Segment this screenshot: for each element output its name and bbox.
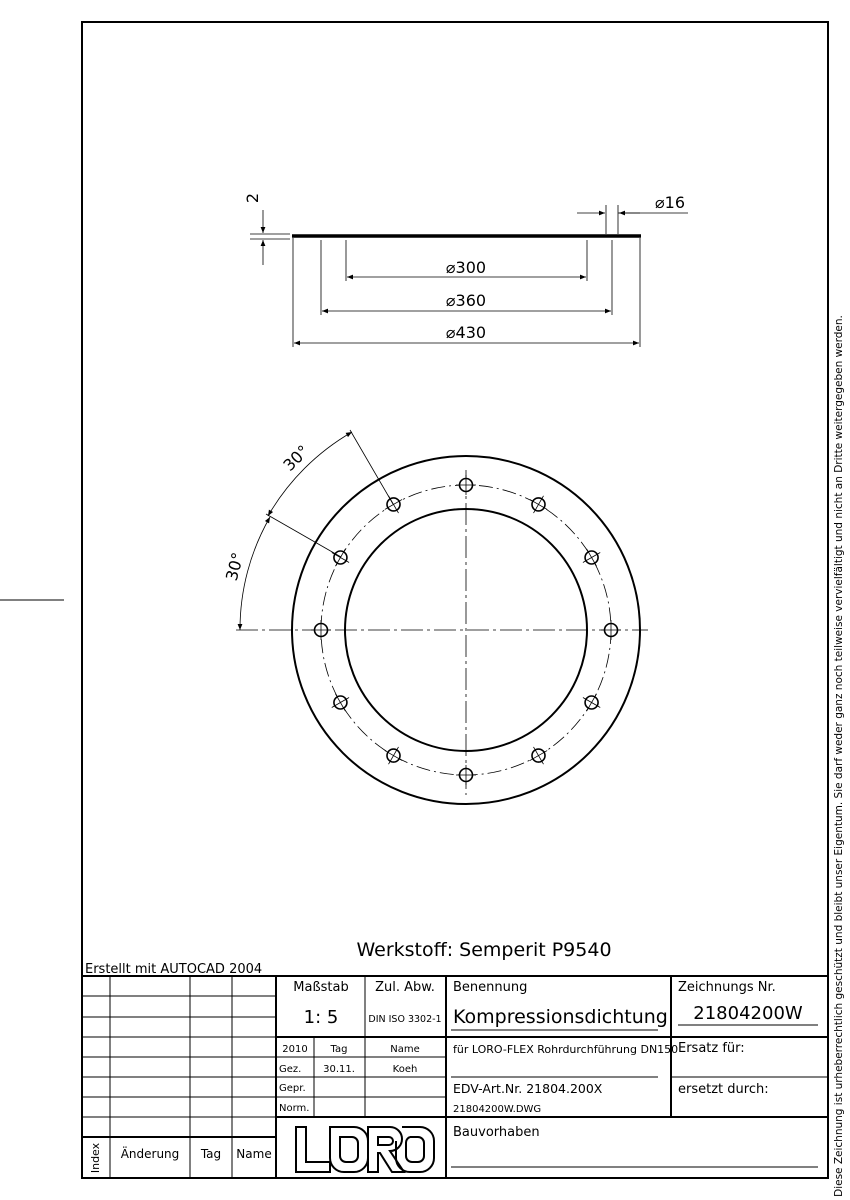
- dim-bolt-circle: ⌀360: [445, 291, 487, 310]
- description-text: für LORO-FLEX Rohrdurchführung DN150: [453, 1043, 679, 1056]
- year-cell: 2010: [282, 1044, 308, 1055]
- created-with-label: Erstellt mit AUTOCAD 2004: [85, 962, 263, 977]
- side-view: [243, 193, 688, 347]
- angle-arc-2: [268, 432, 352, 516]
- drawn-date: 30.11.: [323, 1064, 355, 1075]
- replaced-by-label: ersetzt durch:: [678, 1082, 769, 1097]
- dim-angle-lower: 30°: [221, 550, 248, 583]
- edv-number: EDV-Art.Nr. 21804.200X: [453, 1081, 603, 1096]
- norm-label: Norm.: [279, 1103, 310, 1114]
- loro-logo: [296, 1127, 434, 1172]
- copyright-note: Diese Zeichnung ist urheberrechtlich geschützt und bleibt unser Eigentum. Sie darf weder ganz noch teilweise vervielfältigt und nicht an Dritte weitergegeben werden.: [833, 315, 845, 1197]
- replacement-for-label: Ersatz für:: [678, 1041, 745, 1056]
- name-header: Name: [390, 1044, 420, 1055]
- rev-change-header: Änderung: [120, 1147, 180, 1161]
- rev-tag-header: Tag: [200, 1147, 222, 1161]
- dim-thickness: 2: [243, 192, 262, 204]
- angle-arc-1: [240, 517, 270, 630]
- drawing-no-label: Zeichnungs Nr.: [678, 980, 776, 995]
- dwg-filename: 21804200W.DWG: [453, 1104, 542, 1115]
- designation-value: Kompressionsdichtung: [453, 1006, 668, 1028]
- rev-name-header: Name: [236, 1147, 272, 1161]
- project-label: Bauvorhaben: [453, 1125, 540, 1140]
- designation-label: Benennung: [453, 980, 528, 995]
- tolerance-value: DIN ISO 3302-1: [368, 1014, 442, 1025]
- tolerance-label: Zul. Abw.: [375, 980, 435, 995]
- front-view: [222, 430, 648, 804]
- dim-hole-diameter: ⌀16: [655, 193, 685, 212]
- drawn-name: Koeh: [392, 1064, 418, 1075]
- checked-label: Gepr.: [279, 1083, 306, 1094]
- scale-label: Maßstab: [293, 980, 349, 995]
- scale-value: 1: 5: [303, 1007, 339, 1028]
- rev-index-header: Index: [89, 1142, 102, 1174]
- tag-header: Tag: [330, 1044, 348, 1055]
- material-label: Werkstoff: Semperit P9540: [356, 939, 612, 961]
- dim-inner-diameter: ⌀300: [445, 258, 487, 277]
- dim-angle-upper: 30°: [279, 441, 313, 475]
- dim-outer-diameter: ⌀430: [445, 323, 487, 342]
- drawn-label: Gez.: [279, 1064, 302, 1075]
- title-block: [82, 962, 828, 1178]
- drawing-no-value: 21804200W: [693, 1003, 803, 1024]
